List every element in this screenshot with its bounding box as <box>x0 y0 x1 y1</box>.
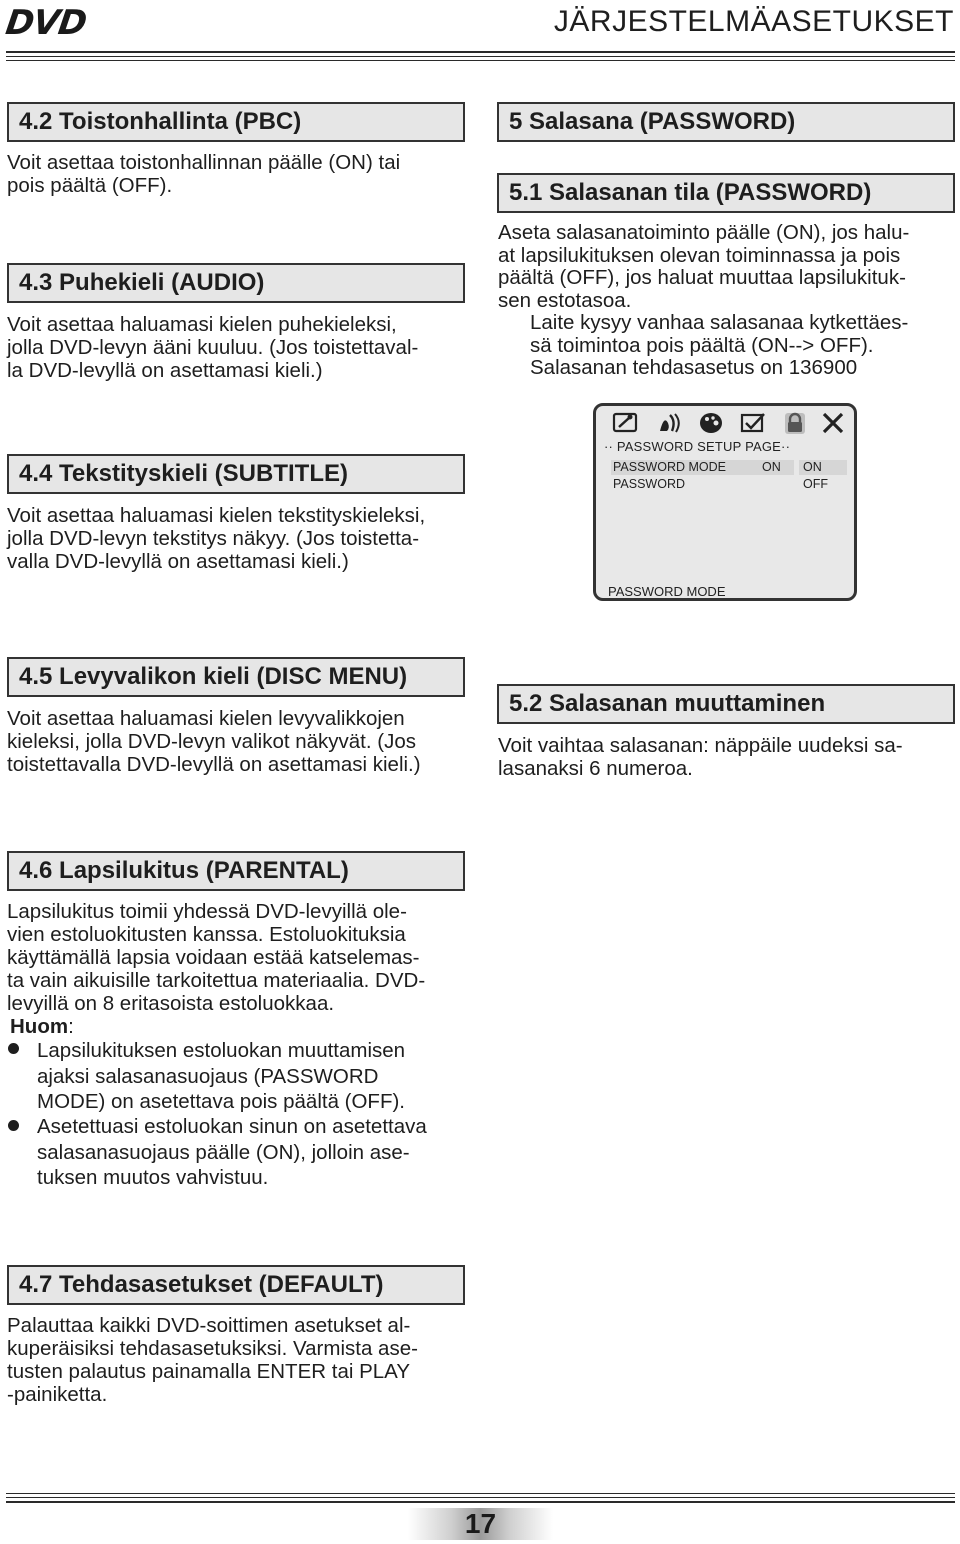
lock-icon <box>782 411 808 435</box>
section-text-disc-menu <box>7 707 465 776</box>
section-heading-default: 4.7 Tehdasasetukset (DEFAULT) <box>7 1265 465 1305</box>
osd-row-label: PASSWORD MODE <box>613 460 726 474</box>
section-heading-change-password: 5.2 Salasanan muuttaminen <box>497 684 955 724</box>
text-line: Voit asettaa haluamasi kielen tekstityskieleksi, <box>7 504 426 527</box>
section-heading-subtitle: 4.4 Tekstityskieli (SUBTITLE) <box>7 454 465 494</box>
section-text-default <box>7 1314 465 1406</box>
text-line: kuperäisiksi tehdasasetuksiksi. Varmista ase- <box>7 1337 418 1360</box>
section-heading-disc-menu: 4.5 Levyvalikon kieli (DISC MENU) <box>7 657 465 697</box>
footer-rule <box>6 1501 955 1503</box>
text-line: ajaksi salasanasuojaus (PASSWORD <box>37 1064 379 1088</box>
osd-row-label: PASSWORD <box>613 477 685 491</box>
section-text-pbc <box>7 151 465 197</box>
text-line: tusten palautus painamalla ENTER tai PLAY <box>7 1360 411 1383</box>
text-line: Asetettuasi estoluokan sinun on asetettava <box>37 1115 427 1138</box>
section-text-change-password <box>498 734 955 780</box>
note-line <box>7 1015 465 1038</box>
section-text-password-mode <box>498 222 955 380</box>
text-line: Lapsilukitus toimii yhdessä DVD-levyillä ole- <box>7 900 407 923</box>
page-title: JÄRJESTELMÄASETUKSET <box>553 5 954 38</box>
text-line: tuksen muutos vahvistuu. <box>37 1166 269 1189</box>
text-line: jolla DVD-levyn tekstitys näkyy. (Jos toistetta- <box>7 527 420 550</box>
settings-icon <box>612 411 638 435</box>
header-rule <box>6 56 955 57</box>
bullet-text-1 <box>37 1038 464 1115</box>
text-line: MODE) on asetettava pois päältä (OFF). <box>37 1090 405 1113</box>
osd-title-dots: ·· <box>604 439 614 454</box>
text-line: Laite kysyy vanhaa salasanaa kytkettäes- <box>530 311 909 334</box>
text-line: jolla DVD-levyn ääni kuuluu. (Jos toistettaval- <box>7 336 419 359</box>
text-line: kieleksi, jolla DVD-levyn valikot näkyvät. (Jos <box>7 730 416 753</box>
osd-row-value: ON <box>762 460 781 474</box>
text-line: Voit asettaa haluamasi kielen levyvalikkojen <box>7 707 405 730</box>
note-label: Huom <box>10 1015 69 1038</box>
footer-rule <box>6 1493 955 1494</box>
checklist-icon <box>740 411 766 435</box>
osd-title-dots: ·· <box>781 439 791 454</box>
section-heading-audio: 4.3 Puhekieli (AUDIO) <box>7 263 465 303</box>
text-line: Aseta salasanatoiminto päälle (ON), jos halu- <box>498 221 910 244</box>
section-text-audio <box>7 313 465 382</box>
osd-option[interactable]: ON <box>803 460 822 474</box>
text-line: salasanasuojaus päälle (ON), jolloin ase- <box>37 1140 410 1164</box>
section-heading-pbc: 4.2 Toistonhallinta (PBC) <box>7 102 465 142</box>
text-line: Voit vaihtaa salasanan: näppäile uudeksi sa- <box>498 734 903 757</box>
header-rule <box>6 51 955 53</box>
section-heading-parental: 4.6 Lapsilukitus (PARENTAL) <box>7 851 465 891</box>
text-line: Palauttaa kaikki DVD-soittimen asetukset al- <box>7 1314 411 1337</box>
footer-rule <box>6 1497 955 1498</box>
header-rule <box>6 60 955 61</box>
bullet-icon <box>8 1043 19 1054</box>
osd-title-text: PASSWORD SETUP PAGE <box>616 439 782 454</box>
bullet-icon <box>8 1120 19 1131</box>
section-heading-password-mode: 5.1 Salasanan tila (PASSWORD) <box>497 173 955 213</box>
text-line: valla DVD-levyllä on asettamasi kieli.) <box>7 550 349 573</box>
password-setup-screen <box>593 403 857 601</box>
osd-status-text: PASSWORD MODE <box>608 584 726 599</box>
dvd-logo <box>3 3 120 43</box>
text-line: päältä (OFF), jos haluat muuttaa lapsilukituk- <box>498 266 906 289</box>
text-line: Salasanan tehdasasetus on 136900 <box>530 356 858 379</box>
text-line: Lapsilukituksen estoluokan muuttamisen <box>37 1039 406 1062</box>
text-line: Voit asettaa toistonhallinnan päälle (ON) tai <box>7 151 401 174</box>
text-line: sä toimintoa pois päältä (ON--> OFF). <box>530 333 874 357</box>
text-line: sen estotasoa. <box>498 288 632 312</box>
text-line: at lapsilukituksen olevan toiminnassa ja pois <box>498 243 901 267</box>
note-colon: : <box>68 1015 74 1038</box>
osd-page-title <box>604 439 790 454</box>
bullet-text-2 <box>37 1114 464 1191</box>
text-line: -painiketta. <box>7 1383 108 1406</box>
text-line: levyillä on 8 eritasoista estoluokkaa. <box>7 992 335 1015</box>
text-line: la DVD-levyllä on asettamasi kieli.) <box>7 359 323 382</box>
text-line: vien estoluokitusten kanssa. Estoluokituksia <box>7 923 406 946</box>
palette-icon <box>698 411 724 435</box>
text-line: pois päältä (OFF). <box>7 174 173 197</box>
text-line: Voit asettaa haluamasi kielen puhekieleksi, <box>7 313 397 336</box>
text-line: lasanaksi 6 numeroa. <box>498 757 693 780</box>
osd-icon-bar <box>596 406 854 440</box>
text-line: käyttämällä lapsia voidaan estää katselemas- <box>7 946 420 969</box>
logo-text: DVD <box>3 3 89 43</box>
text-line: toistettavalla DVD-levyllä on asettamasi kieli.) <box>7 753 421 776</box>
close-icon <box>820 411 846 435</box>
section-text-subtitle <box>7 504 465 573</box>
osd-option[interactable]: OFF <box>803 477 828 491</box>
text-line: ta vain aikuisille tarkoitettua materiaalia. DVD- <box>7 969 426 992</box>
page-number: 17 <box>464 1508 497 1539</box>
audio-icon <box>656 411 682 435</box>
section-text-parental <box>7 900 465 1038</box>
section-heading-password: 5 Salasana (PASSWORD) <box>497 102 955 142</box>
